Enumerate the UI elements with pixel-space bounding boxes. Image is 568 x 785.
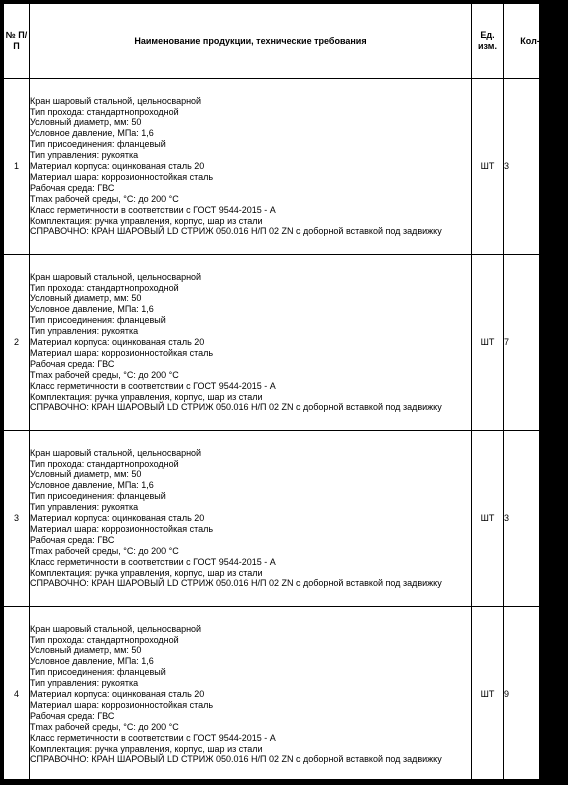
description-line: Кран шаровый стальной, цельносварной: [30, 447, 202, 458]
description-line: Тип прохода: стандартнопроходной: [30, 282, 179, 293]
description-line: Материал корпуса: оцинкованая сталь 20: [30, 513, 205, 524]
table-row: [4, 431, 568, 607]
description-line: Тип присоединения: фланцевый: [30, 491, 166, 502]
quantity: 3: [504, 431, 568, 607]
specification-table: [3, 3, 568, 783]
product-description: [30, 255, 472, 431]
document-page: [3, 3, 551, 779]
description-line: Рабочая среда: ГВС: [30, 534, 115, 545]
table-header-row: [4, 4, 568, 79]
description-line: Тmax рабочей среды, °С: до 200 °С: [30, 193, 179, 204]
description-line: Условный диаметр, мм: 50: [30, 293, 142, 304]
description-line: Класс герметичности в соответствии с ГОСТ 9544-2015 - А: [30, 732, 276, 743]
header-unit: Ед. изм.: [472, 4, 504, 79]
product-description: [30, 607, 472, 783]
description-line: Кран шаровый стальной, цельносварной: [30, 623, 202, 634]
description-line: Условный диаметр, мм: 50: [30, 469, 142, 480]
description-line: Условное давление, МПа: 1,6: [30, 656, 154, 667]
unit-of-measure: ШТ: [472, 255, 504, 431]
description-line: Комплектация: ручка управления, корпус, шар из стали: [30, 215, 263, 226]
description-line: Класс герметичности в соответствии с ГОСТ 9544-2015 - А: [30, 204, 276, 215]
unit-of-measure: ШТ: [472, 431, 504, 607]
description-line: Рабочая среда: ГВС: [30, 710, 115, 721]
header-name: Наименование продукции, технические требования: [30, 4, 472, 79]
row-number: 1: [4, 79, 30, 255]
description-line: Тип присоединения: фланцевый: [30, 667, 166, 678]
description-line: Материал шара: коррозионностойкая сталь: [30, 699, 214, 710]
description-line: Тип управления: рукоятка: [30, 678, 139, 689]
description-line: Тип прохода: стандартнопроходной: [30, 458, 179, 469]
description-line: Рабочая среда: ГВС: [30, 182, 115, 193]
description-line: Класс герметичности в соответствии с ГОСТ 9544-2015 - А: [30, 380, 276, 391]
description-line: Тип управления: рукоятка: [30, 326, 139, 337]
quantity: 7: [504, 255, 568, 431]
description-line: Материал шара: коррозионностойкая сталь: [30, 171, 214, 182]
description-line: Тmax рабочей среды, °С: до 200 °С: [30, 369, 179, 380]
description-line: Условное давление, МПа: 1,6: [30, 480, 154, 491]
quantity: 9: [504, 607, 568, 783]
description-line: СПРАВОЧНО: КРАН ШАРОВЫЙ LD СТРИЖ 050.016 Н/П 02 ZN с доборной вставкой под задвижку: [30, 402, 442, 413]
description-line: Условный диаметр, мм: 50: [30, 117, 142, 128]
description-line: Тип управления: рукоятка: [30, 150, 139, 161]
description-line: Материал шара: коррозионностойкая сталь: [30, 347, 214, 358]
row-number: 2: [4, 255, 30, 431]
description-line: Условный диаметр, мм: 50: [30, 645, 142, 656]
row-number: 3: [4, 431, 30, 607]
description-line: Рабочая среда: ГВС: [30, 358, 115, 369]
row-number: 4: [4, 607, 30, 783]
quantity: 3: [504, 79, 568, 255]
table-row: [4, 79, 568, 255]
description-line: Материал корпуса: оцинкованая сталь 20: [30, 689, 205, 700]
table-row: [4, 255, 568, 431]
product-description: [30, 431, 472, 607]
description-line: СПРАВОЧНО: КРАН ШАРОВЫЙ LD СТРИЖ 050.016 Н/П 02 ZN с доборной вставкой под задвижку: [30, 754, 442, 765]
unit-of-measure: ШТ: [472, 79, 504, 255]
description-line: СПРАВОЧНО: КРАН ШАРОВЫЙ LD СТРИЖ 050.016 Н/П 02 ZN с доборной вставкой под задвижку: [30, 226, 442, 237]
unit-of-measure: ШТ: [472, 607, 504, 783]
description-line: Материал шара: коррозионностойкая сталь: [30, 523, 214, 534]
description-line: СПРАВОЧНО: КРАН ШАРОВЫЙ LD СТРИЖ 050.016 Н/П 02 ZN с доборной вставкой под задвижку: [30, 578, 442, 589]
description-line: Тип управления: рукоятка: [30, 502, 139, 513]
description-line: Класс герметичности в соответствии с ГОСТ 9544-2015 - А: [30, 556, 276, 567]
description-line: Кран шаровый стальной, цельносварной: [30, 271, 202, 282]
table-row: [4, 607, 568, 783]
description-line: Условное давление, МПа: 1,6: [30, 128, 154, 139]
description-line: Комплектация: ручка управления, корпус, шар из стали: [30, 567, 263, 578]
description-line: Материал корпуса: оцинкованая сталь 20: [30, 337, 205, 348]
description-line: Тип прохода: стандартнопроходной: [30, 106, 179, 117]
description-line: Материал корпуса: оцинкованая сталь 20: [30, 161, 205, 172]
description-line: Тип прохода: стандартнопроходной: [30, 634, 179, 645]
description-line: Комплектация: ручка управления, корпус, шар из стали: [30, 743, 263, 754]
description-line: Тmax рабочей среды, °С: до 200 °С: [30, 545, 179, 556]
description-line: Комплектация: ручка управления, корпус, шар из стали: [30, 391, 263, 402]
description-line: Условное давление, МПа: 1,6: [30, 304, 154, 315]
header-qty: Кол-во: [504, 4, 568, 79]
product-description: [30, 79, 472, 255]
description-line: Кран шаровый стальной, цельносварной: [30, 95, 202, 106]
description-line: Тmax рабочей среды, °С: до 200 °С: [30, 721, 179, 732]
table-body: [4, 79, 568, 783]
description-line: Тип присоединения: фланцевый: [30, 315, 166, 326]
description-line: Тип присоединения: фланцевый: [30, 139, 166, 150]
header-num: № П/П: [4, 4, 30, 79]
